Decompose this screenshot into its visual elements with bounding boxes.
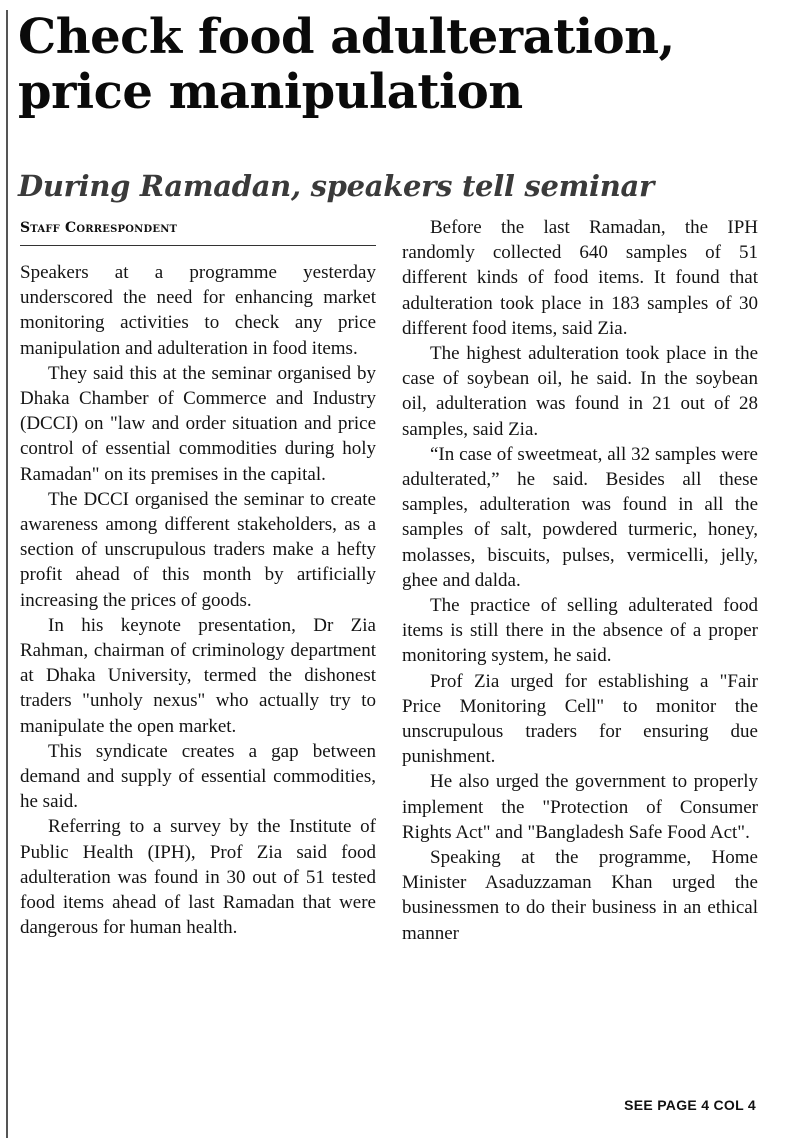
paragraph: The practice of selling adulterated food items is still there in the absence of a proper monitoring system, he said.: [402, 595, 758, 667]
article-column-right: [402, 215, 758, 946]
paragraph: The DCCI organised the seminar to create awareness among different stakeholders, as a section of unscrupulous traders make a hefty profit ahead of this month by artificially increasing the prices of goods.: [20, 488, 376, 611]
byline: Staff Correspondent: [20, 220, 178, 236]
column-rule: [6, 10, 8, 1138]
article-column-left: [20, 260, 376, 940]
paragraph: Speaking at the programme, Home Minister Asaduzzaman Khan urged the businessmen to do their business in an ethical manner: [402, 847, 758, 944]
headline: Check food adulteration, price manipulation: [18, 9, 675, 120]
paragraph: “In case of sweetmeat, all 32 samples were adulterated,” he said. Besides all these samples, adulteration was found in all the samples of salt, powdered turmeric, honey, molasses, biscuits, pulses, vermicelli, jelly, ghee and dalda.: [402, 443, 758, 591]
continuation-note: SEE PAGE 4 COL 4: [624, 1097, 756, 1113]
paragraph: He also urged the government to properly implement the "Protection of Consumer Rights Act" and "Bangladesh Safe Food Act".: [402, 771, 758, 843]
subheadline: During Ramadan, speakers tell seminar: [18, 169, 654, 203]
paragraph: Speakers at a programme yesterday underscored the need for enhancing market monitoring activities to check any price manipulation and adulteration in food items.: [20, 262, 376, 359]
paragraph: The highest adulteration took place in the case of soybean oil, he said. In the soybean oil, adulteration was found in 21 out of 28 samples, said Zia.: [402, 343, 758, 440]
paragraph: Referring to a survey by the Institute of Public Health (IPH), Prof Zia said food adulteration was found in 30 out of 51 tested food items ahead of last Ramadan that were dangerous for human health.: [20, 816, 376, 939]
paragraph: Before the last Ramadan, the IPH randomly collected 640 samples of 51 different kinds of food items. It found that adulteration took place in 183 samples of 30 different food items, said Zia.: [402, 217, 758, 339]
paragraph: In his keynote presentation, Dr Zia Rahman, chairman of criminology department at Dhaka University, termed the dishonest traders "unholy nexus" who actually try to manipulate the open market.: [20, 614, 376, 737]
paragraph: They said this at the seminar organised by Dhaka Chamber of Commerce and Industry (DCCI) on "law and order situation and price control of essential commodities during holy Ramadan" on its premises in the capital.: [20, 362, 376, 485]
paragraph: Prof Zia urged for establishing a "Fair Price Monitoring Cell" to monitor the unscrupulous traders for ensuring due punishment.: [402, 670, 758, 768]
byline-divider: [20, 245, 376, 246]
paragraph: This syndicate creates a gap between demand and supply of essential commodities, he said.: [20, 740, 376, 813]
